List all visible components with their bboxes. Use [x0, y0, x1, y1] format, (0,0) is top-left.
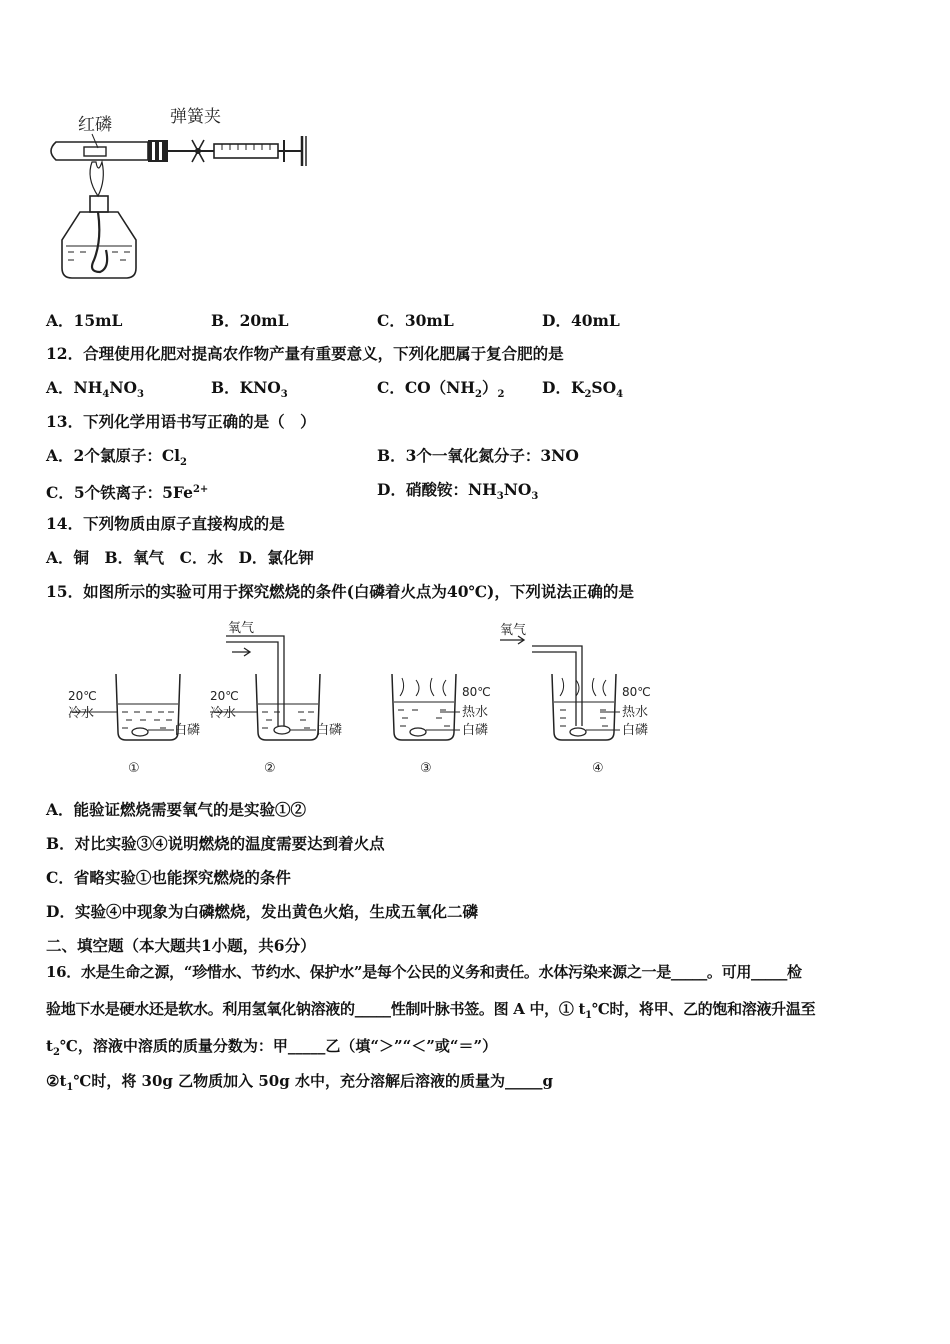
q11-option-a[interactable]: A．15mL [46, 311, 123, 330]
flame [90, 162, 103, 196]
beaker4-temp: 80℃ [622, 685, 651, 699]
q15-option-d[interactable]: D．实验④中现象为白磷燃烧，发出黄色火焰，生成五氧化二磷 [46, 902, 478, 921]
q14-stem: 14．下列物质由原子直接构成的是 [46, 514, 285, 533]
q12-option-c[interactable]: C．$CO(NH_2)_2$ [377, 378, 505, 401]
beaker-1 [68, 674, 200, 776]
combustion-experiment-figure [60, 612, 680, 782]
section-2-heading: 二、填空题（本大题共1小题，共6分） [46, 936, 316, 955]
experiment-2-number: ② [264, 761, 276, 776]
rubber-stopper [148, 140, 168, 162]
beaker4-water: 热水 [622, 705, 649, 720]
apparatus-figure [40, 100, 330, 300]
q13-option-b[interactable]: B．3个一氧化氮分子：3NO [377, 446, 579, 465]
beaker2-phosphorus: 白磷 [316, 723, 343, 738]
experiment-3-number: ③ [420, 761, 432, 776]
q11-option-b[interactable]: B．20mL [211, 311, 289, 330]
experiment-1-number: ① [128, 761, 140, 776]
q13-option-a[interactable]: A．2个氯原子：$Cl_2$ [46, 446, 188, 469]
beaker2-water: 冷水 [210, 706, 237, 721]
q15-stem: 15．如图所示的实验可用于探究燃烧的条件(白磷着火点为40℃)，下列说法正确的是 [46, 582, 634, 601]
beaker-4 [500, 623, 651, 776]
q11-option-c[interactable]: C．30mL [377, 311, 454, 330]
q16-line-3: $t_2℃$，溶液中溶质的质量分数为：甲_____乙（填“＞”“＜”或“＝”） [46, 1037, 498, 1058]
q15-option-a[interactable]: A．能验证燃烧需要氧气的是实验①② [46, 800, 307, 819]
beaker-3 [392, 674, 491, 776]
q16-line-4: $②t_1℃$时，将 30g 乙物质加入 50g 水中，充分溶解后溶液的质量为_____g [46, 1072, 553, 1093]
beaker4-oxygen: 氧气 [500, 623, 527, 638]
q12-stem: 12．合理使用化肥对提高农作物产量有重要意义，下列化肥属于复合肥的是 [46, 344, 564, 363]
q12-option-b[interactable]: B．$KNO_3$ [211, 378, 288, 401]
q15-option-b[interactable]: B．对比实验③④说明燃烧的温度需要达到着火点 [46, 834, 385, 853]
test-tube [51, 142, 148, 160]
beaker3-temp: 80℃ [462, 685, 491, 699]
beaker1-phosphorus: 白磷 [174, 723, 201, 738]
q11-option-d[interactable]: D．40mL [542, 311, 620, 330]
beaker3-phosphorus: 白磷 [462, 723, 489, 738]
red-phosphorus-dish [84, 147, 106, 156]
experiment-4-number: ④ [592, 761, 604, 776]
q12-option-a[interactable]: A．$NH_4NO_3$ [46, 378, 144, 401]
q16-line-1: 16．水是生命之源，“珍惜水、节约水、保护水”是每个公民的义务和责任。水体污染来源之一是_____。可用_____检 [46, 963, 802, 981]
q13-option-c[interactable]: C．5个铁离子：$5Fe^{2+}$ [46, 483, 209, 503]
beaker1-water: 冷水 [68, 706, 95, 721]
beaker2-temp: 20℃ [210, 689, 239, 703]
spring-clip-label: 弹簧夹 [170, 107, 221, 127]
beaker1-temp: 20℃ [68, 689, 97, 703]
beaker3-water: 热水 [462, 705, 489, 720]
q12-option-d[interactable]: D．$K_2SO_4$ [542, 378, 624, 401]
q16-line-2: 验地下水是硬水还是软水。利用氢氧化钠溶液的_____性制叶脉书签。图 A 中，① $t_1℃$时，将甲、乙的饱和溶液升温至 [46, 1000, 816, 1021]
beaker-2 [210, 621, 342, 776]
beaker2-oxygen: 氧气 [228, 621, 255, 636]
q13-stem: 13．下列化学用语书写正确的是（ ） [46, 412, 316, 431]
lamp-wick-holder [90, 196, 108, 212]
q13-option-d[interactable]: D．硝酸铵：$NH_3NO_3$ [377, 480, 539, 503]
beaker4-phosphorus: 白磷 [622, 723, 649, 738]
q14-options[interactable]: A．铜 B．氧气 C．水 D．氯化钾 [46, 548, 314, 567]
red-phosphorus-label: 红磷 [78, 115, 112, 135]
q15-option-c[interactable]: C．省略实验①也能探究燃烧的条件 [46, 868, 291, 887]
